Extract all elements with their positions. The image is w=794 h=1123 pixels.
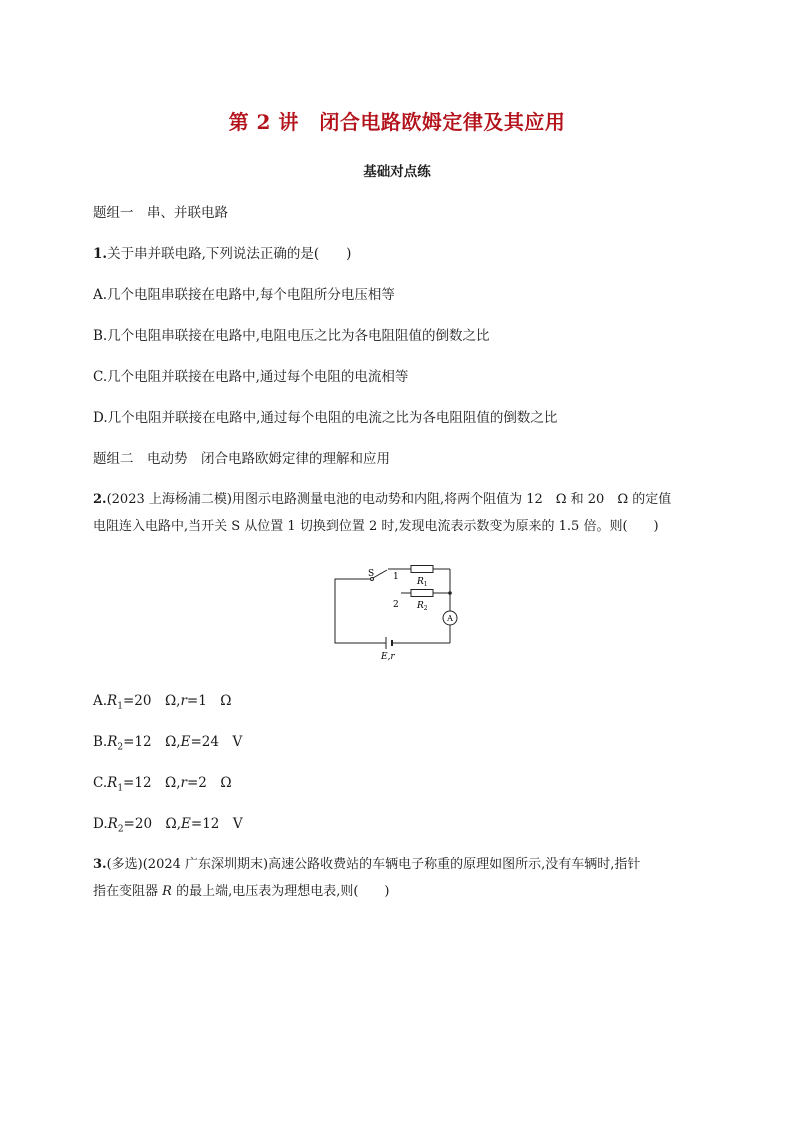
position-2-label: 2 [393, 600, 399, 610]
question-2-option-c: $C.R_1=12$ Ω,r=2 Ω [93, 775, 232, 794]
question-2-line-1 [93, 491, 671, 509]
question-1-text: 关于串并联电路,下列说法正确的是( ) [107, 246, 352, 262]
question-1-number: 1. [93, 246, 108, 262]
question-2-number: 2. [93, 492, 107, 507]
question-3-line-1 [93, 856, 640, 874]
switch-label: S [368, 569, 375, 579]
question-3-text-1: (多选)(2024 广东深圳期末)高速公路收费站的车辆电子称重的原理如图所示,没有车辆时,指针 [106, 857, 641, 872]
r1-label: $R_1$ [417, 577, 428, 588]
question-2-option-b: $B.R_2=12$ Ω,E=24 V [93, 734, 243, 753]
junction-dot [448, 591, 452, 595]
question-1-option-a: A.几个电阻串联接在电路中,每个电阻所分电压相等 [93, 287, 395, 303]
question-3-line-2: 指在变阻器 R 的最上端,电压表为理想电表,则( ) [93, 884, 390, 899]
group-2-label: 题组二 电动势 闭合电路欧姆定律的理解和应用 [93, 451, 390, 467]
question-2-option-d: $D.R_2=20$ Ω,E=12 V [93, 816, 243, 835]
switch-blade [373, 570, 387, 578]
resistor-r2 [411, 590, 433, 597]
question-2-line-2: 电阻连入电路中,当开关 S 从位置 1 切换到位置 2 时,发现电流表示数变为原来的 1.5 倍。则( ) [93, 519, 659, 534]
question-2-option-a: $A.R_1=20$ Ω,r=1 Ω [93, 693, 232, 712]
question-2-text-1: (2023 上海杨浦二模)用图示电路测量电池的电动势和内阻,将两个阻值为 12 Ω 和 20 Ω 的定值 [106, 492, 672, 507]
question-1-option-c: C.几个电阻并联接在电路中,通过每个电阻的电流相等 [93, 369, 409, 385]
resistor-r1 [411, 566, 433, 573]
section-heading: 基础对点练 [363, 164, 431, 180]
battery-label: E,r [381, 652, 395, 662]
question-3-number: 3. [93, 857, 107, 872]
question-1-option-b: B.几个电阻串联接在电路中,电阻电压之比为各电阻阻值的倒数之比 [93, 328, 490, 344]
question-1-option-d: D.几个电阻并联接在电路中,通过每个电阻的电流之比为各电阻阻值的倒数之比 [93, 410, 558, 426]
group-1-label: 题组一 串、并联电路 [93, 205, 228, 221]
position-1-label: 1 [393, 572, 399, 582]
r2-label: $R_2$ [417, 601, 428, 612]
page-title: 第 2 讲 闭合电路欧姆定律及其应用 [228, 110, 566, 134]
circuit-diagram [326, 561, 476, 666]
circuit-wire-left [335, 579, 386, 643]
ammeter-label: A [447, 614, 453, 623]
question-1-stem [93, 245, 351, 263]
